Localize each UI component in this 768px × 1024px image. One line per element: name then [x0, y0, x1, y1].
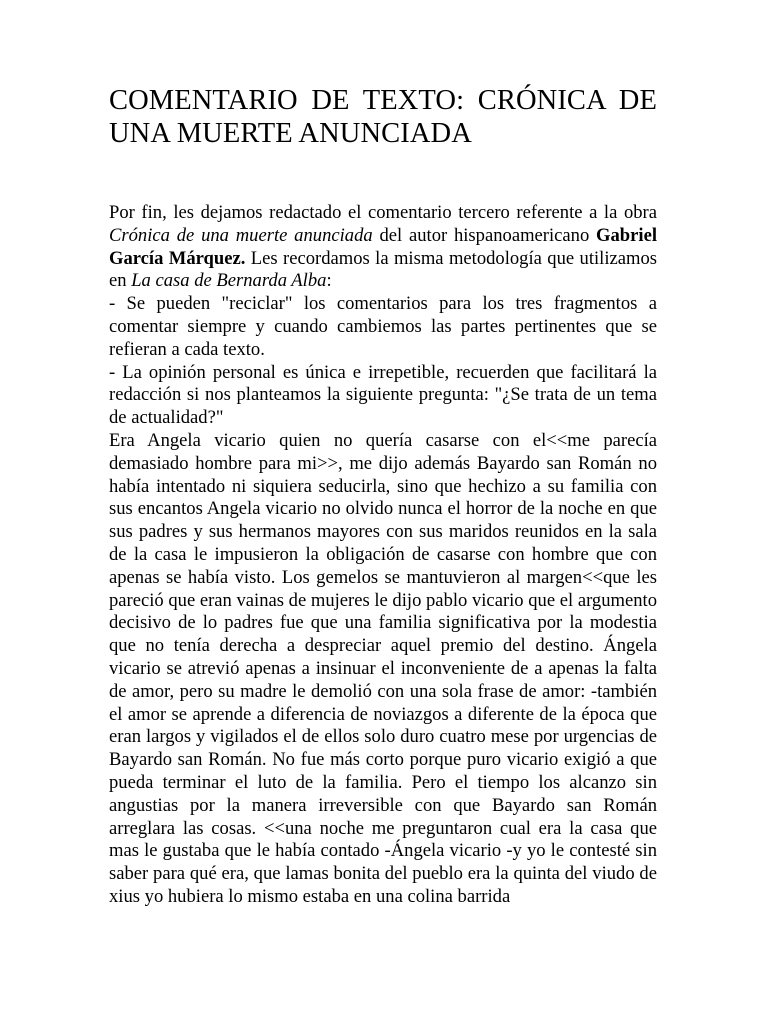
- intro-text-b: del autor hispanoamericano: [372, 224, 597, 246]
- document-body: [109, 202, 657, 909]
- work-title-cronica: Crónica de una muerte anunciada: [109, 224, 373, 246]
- document-page: [109, 84, 657, 909]
- work-title-bernarda-alba: La casa de Bernarda Alba: [131, 270, 327, 292]
- intro-text-a: Por fin, les dejamos redactado el comentario tercero referente a la obra: [109, 202, 657, 223]
- fragment-paragraph: Era Angela vicario quien no quería casarse con el<<me parecía demasiado hombre para mi>>, me dijo además Bayardo san Román no había intentado ni siquiera seducirla, sino que hechizo a su familia con sus encantos Angela vicario no olvido nunca el horror de la noche en que sus padres y sus hermanos mayores con sus maridos reunidos en la sala de la casa le impusieron la obligación de casarse con hombre que con apenas se había visto. Los gemelos se mantuvieron al margen<<que les pareció que eran vainas de mujeres le dijo pablo vicario que el argumento decisivo de lo padres fue que una familia significativa por la modestia que no tenía derecha a despreciar aquel premio del destino. Ángela vicario se atrevió apenas a insinuar el inconveniente de a apenas la falta de amor, pero su madre le demolió con una sola frase de amor: -también el amor se aprende a diferencia de noviazgos a diferente de la época que eran largos y vigilados el de ellos solo duro cuatro mese por urgencias de Bayardo san Román. No fue más corto porque puro vicario exigió a que pueda terminar el luto de la familia. Pero el tiempo los alcanzo sin angustias por la manera irreversible con que Bayardo san Román arreglara las cosas. <<una noche me preguntaron cual era la casa que mas le gustaba que le había contado -Ángela vicario -y yo le contesté sin saber para qué era, que lamas bonita del pueblo era la quinta del viudo de xius yo hubiera lo mismo estaba en una colina barrida: [109, 429, 657, 907]
- bullet-opinion: - La opinión personal es única e irrepetible, recuerden que facilitará la redacción si nos planteamos la siguiente pregunta: "¿Se trata de un tema de actualidad?": [109, 361, 657, 429]
- document-title: COMENTARIO DE TEXTO: CRÓNICA DE UNA MUERTE ANUNCIADA: [109, 85, 657, 149]
- bullet-reciclar: - Se pueden "reciclar" los comentarios para los tres fragmentos a comentar siempre y cuando cambiemos las partes pertinentes que se refieran a cada texto.: [109, 293, 657, 360]
- author-name: Gabriel García Márquez.: [109, 224, 657, 269]
- intro-text-c: Les recordamos la misma metodología que utilizamos en: [109, 247, 657, 292]
- intro-text-d: :: [326, 270, 332, 292]
- intro-paragraph: [109, 202, 657, 293]
